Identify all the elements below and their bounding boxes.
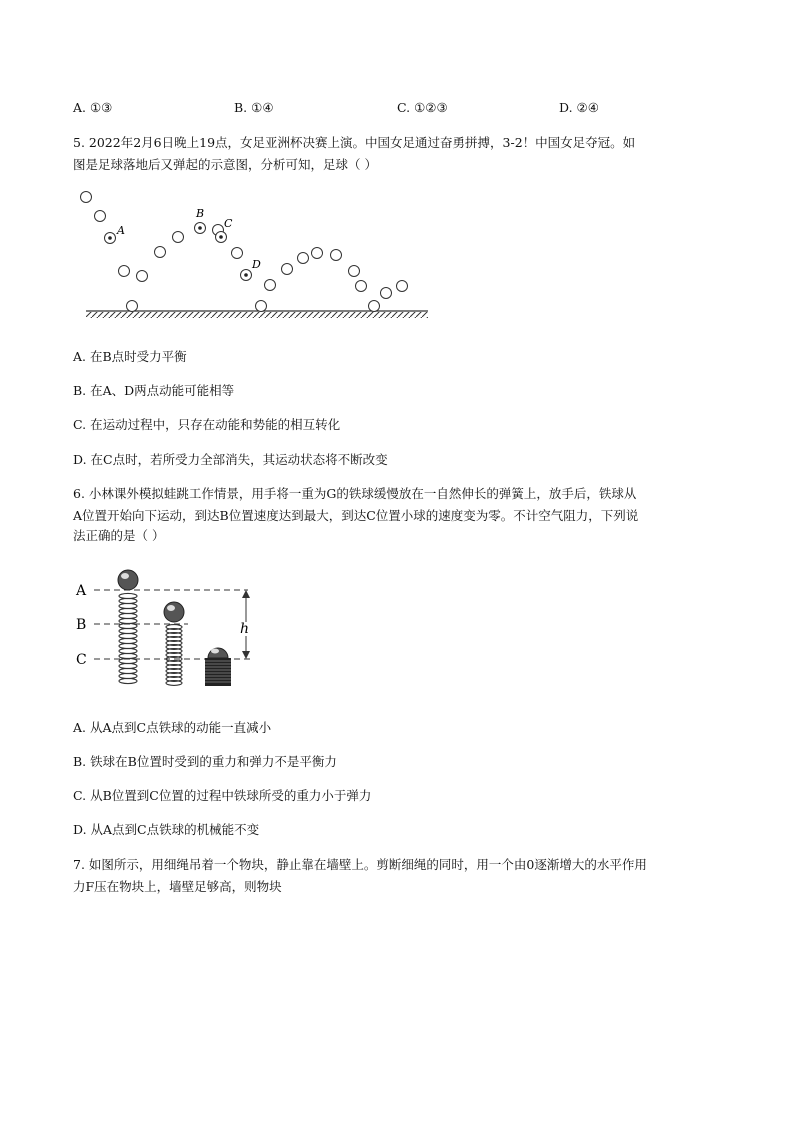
q6-label-a: A — [76, 583, 87, 599]
q4-option-c[interactable]: C. ①②③ — [397, 100, 448, 115]
q6-option-b[interactable]: B. 铁球在B位置时受到的重力和弹力不是平衡力 — [73, 754, 337, 769]
q5-label-d: D — [252, 258, 261, 271]
q7-stem-line2: 力F压在物块上，墙壁足够高，则物块 — [73, 879, 282, 894]
q6-option-d[interactable]: D. 从A点到C点铁球的机械能不变 — [73, 822, 260, 837]
q4-option-a[interactable]: A. ①③ — [73, 100, 113, 115]
q5-option-b[interactable]: B. 在A、D两点动能可能相等 — [73, 383, 235, 398]
q5-stem-line1: 5. 2022年2月6日晚上19点，女足亚洲杯决赛上演。中国女足通过奋勇拼搏，3-2！中国女足夺冠。如 — [73, 135, 636, 150]
q7-stem-line1: 7. 如图所示，用细绳吊着一个物块，静止靠在墙壁上。剪断细绳的同时，用一个由0逐渐增大的水平作用 — [73, 857, 647, 872]
q6-stem-line3: 法正确的是（ ） — [73, 528, 165, 543]
q6-spring-figure — [70, 566, 270, 696]
q5-label-b: B — [196, 207, 205, 220]
q4-option-b[interactable]: B. ①④ — [234, 100, 274, 115]
q5-stem-line2: 图是足球落地后又弹起的示意图，分析可知，足球（ ） — [73, 157, 377, 172]
q5-option-a[interactable]: A. 在B点时受力平衡 — [73, 349, 187, 364]
q6-stem-line1: 6. 小林课外模拟蛙跳工作情景，用手将一重为G的铁球缓慢放在一自然伸长的弹簧上，放手后，铁球从 — [73, 486, 637, 501]
q5-option-c[interactable]: C. 在运动过程中，只存在动能和势能的相互转化 — [73, 417, 341, 432]
q6-option-a[interactable]: A. 从A点到C点铁球的动能一直减小 — [73, 720, 272, 735]
q5-bounce-figure — [80, 185, 435, 325]
q5-label-a: A — [117, 224, 125, 237]
q6-option-c[interactable]: C. 从B位置到C位置的过程中铁球所受的重力小于弹力 — [73, 788, 372, 803]
q4-option-d[interactable]: D. ②④ — [559, 100, 599, 115]
q6-label-b: B — [76, 617, 87, 633]
q5-label-c: C — [224, 217, 233, 230]
q6-stem-line2: A位置开始向下运动，到达B位置速度达到最大，到达C位置小球的速度变为零。不计空气阻力，下列说 — [73, 508, 639, 523]
q6-label-c: C — [76, 652, 87, 668]
q6-label-h: h — [240, 621, 250, 637]
q5-option-d[interactable]: D. 在C点时，若所受力全部消失，其运动状态将不断改变 — [73, 452, 388, 467]
